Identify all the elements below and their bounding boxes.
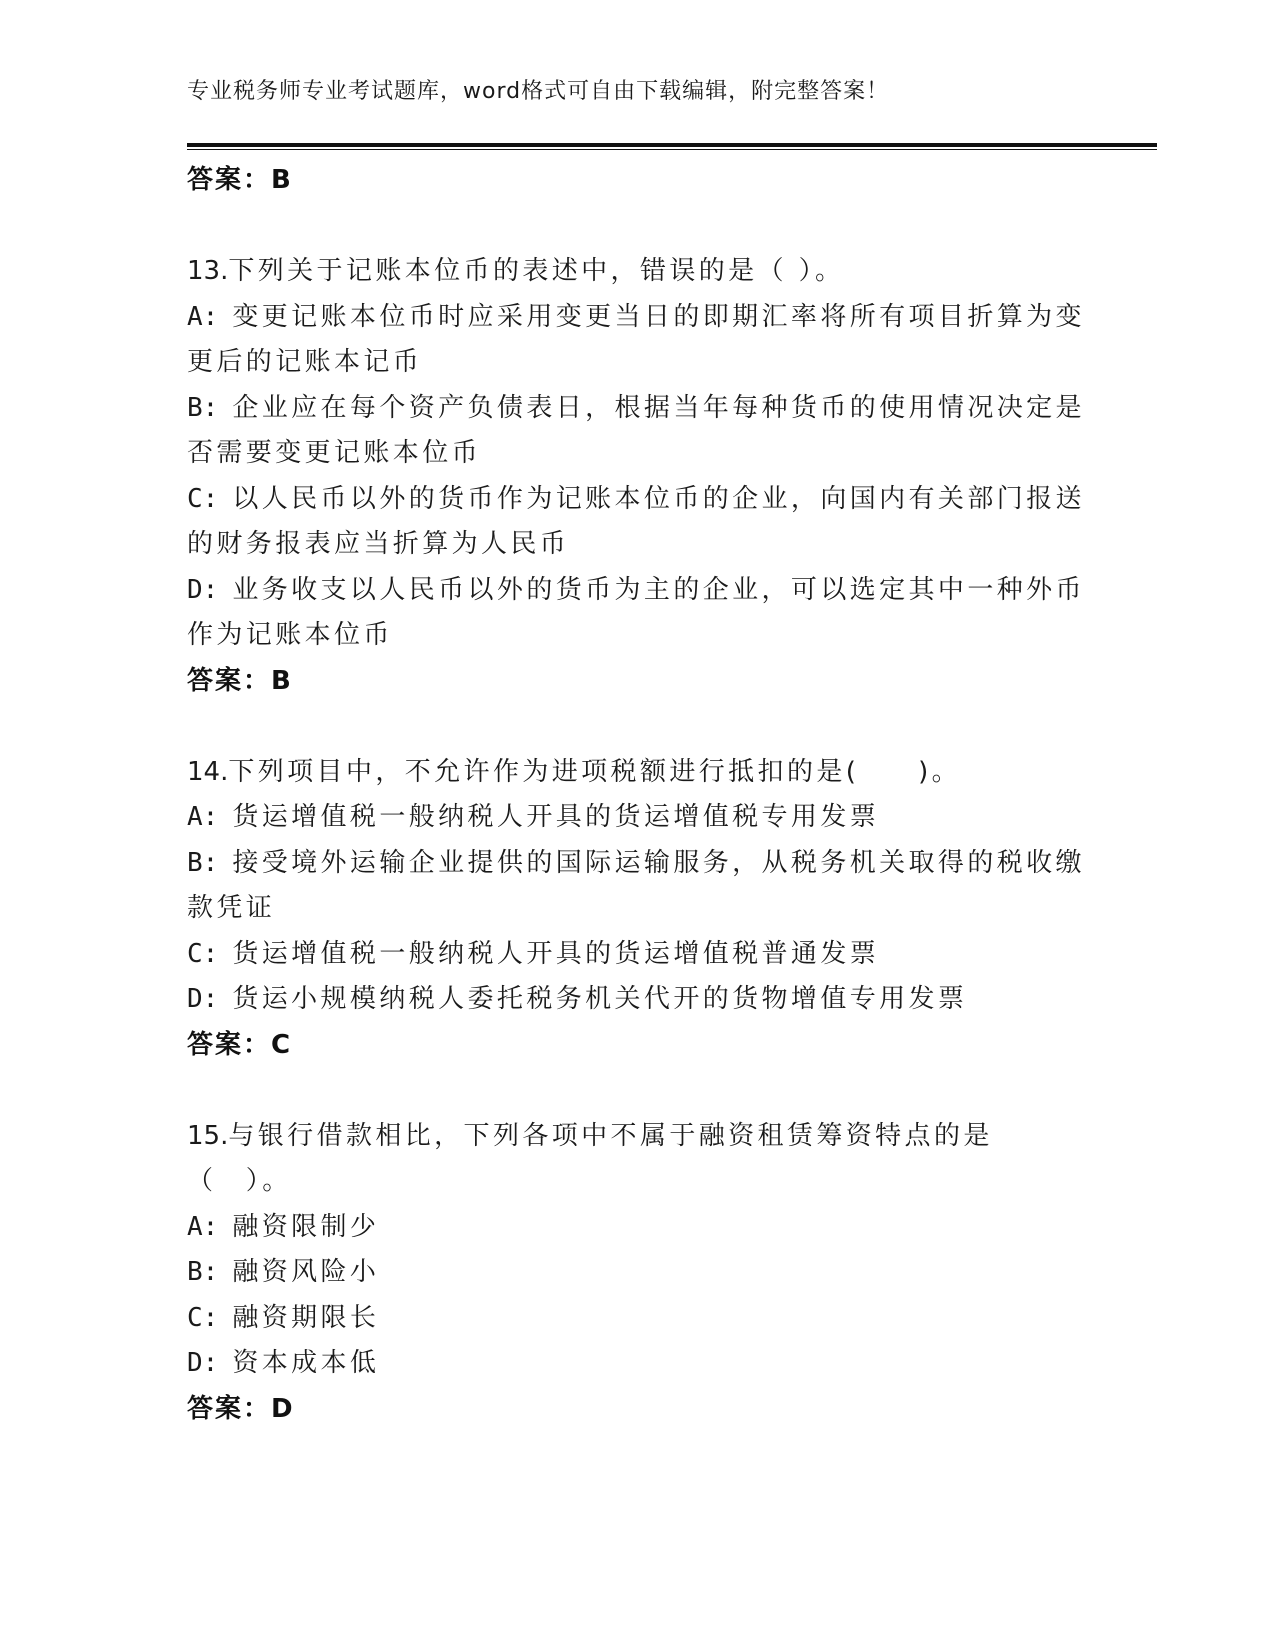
page-header: 专业税务师专业考试题库，word格式可自由下载编辑，附完整答案！: [187, 79, 890, 104]
option-a: [187, 795, 1087, 841]
question-15: [187, 1114, 1087, 1431]
question-stem: [187, 249, 1087, 295]
option-text: 融资期限长: [232, 1302, 380, 1333]
option-text: 接受境外运输企业提供的国际运输服务，从税务机关取得的税收缴款凭证: [187, 847, 1085, 923]
question-13: [187, 249, 1087, 703]
option-b: [187, 1250, 1087, 1296]
question-text: 下列关于记账本位币的表述中，错误的是（ ）。: [228, 256, 845, 286]
document-content: [187, 158, 1087, 1431]
option-label: C:: [187, 483, 219, 514]
option-text: 货运小规模纳税人委托税务机关代开的货物增值专用发票: [232, 984, 968, 1014]
question-number: 13.: [187, 256, 229, 286]
option-a: [187, 295, 1087, 386]
option-b: [187, 386, 1087, 477]
answer-line: 答案：B: [187, 165, 293, 195]
option-text: 以人民币以外的货币作为记账本位币的企业，向国内有关部门报送的财务报表应当折算为人民币: [187, 483, 1085, 559]
option-d: [187, 1341, 1087, 1387]
option-text: 资本成本低: [232, 1348, 380, 1378]
answer-line: 答案：B: [187, 665, 293, 696]
option-text: 货运增值税一般纳税人开具的货运增值税专用发票: [232, 802, 880, 832]
option-label: D:: [187, 1348, 219, 1378]
option-d: [187, 977, 1087, 1023]
option-label: D:: [187, 574, 219, 605]
option-text: 融资风险小: [232, 1257, 380, 1287]
header-rule-thick: [187, 143, 1157, 147]
option-a: [187, 1205, 1087, 1251]
option-label: D:: [187, 984, 219, 1014]
option-b: [187, 841, 1087, 932]
header-rule-thin: [187, 149, 1157, 150]
option-c: [187, 477, 1087, 568]
option-label: A:: [187, 301, 219, 332]
option-text: 企业应在每个资产负债表日，根据当年每种货币的使用情况决定是否需要变更记账本位币: [187, 392, 1085, 468]
option-c: [187, 932, 1087, 978]
option-label: A:: [187, 802, 219, 832]
question-stem: [187, 750, 1087, 796]
option-label: C:: [187, 938, 219, 969]
answer-line: 答案：D: [187, 1393, 295, 1424]
option-d: [187, 568, 1087, 659]
option-label: B:: [187, 392, 219, 423]
option-text: 货运增值税一般纳税人开具的货运增值税普通发票: [232, 938, 880, 969]
option-label: B:: [187, 847, 219, 878]
question-number: 14.: [187, 756, 229, 787]
option-text: 融资限制少: [232, 1211, 380, 1242]
option-label: C:: [187, 1302, 219, 1333]
option-text: 业务收支以人民币以外的货币为主的企业，可以选定其中一种外币作为记账本位币: [187, 574, 1085, 650]
answer-line: 答案：C: [187, 1029, 293, 1060]
option-text: 变更记账本位币时应采用变更当日的即期汇率将所有项目折算为变更后的记账本记币: [187, 301, 1085, 377]
question-stem: [187, 1114, 1087, 1205]
question-number: 15.: [187, 1120, 229, 1151]
option-c: [187, 1296, 1087, 1342]
question-text: 与银行借款相比，下列各项中不属于融资租赁筹资特点的是（ ）。: [187, 1120, 993, 1196]
question-text: 下列项目中，不允许作为进项税额进行抵扣的是( )。: [228, 756, 962, 787]
option-label: A:: [187, 1211, 219, 1242]
option-label: B:: [187, 1257, 219, 1287]
question-14: [187, 750, 1087, 1067]
